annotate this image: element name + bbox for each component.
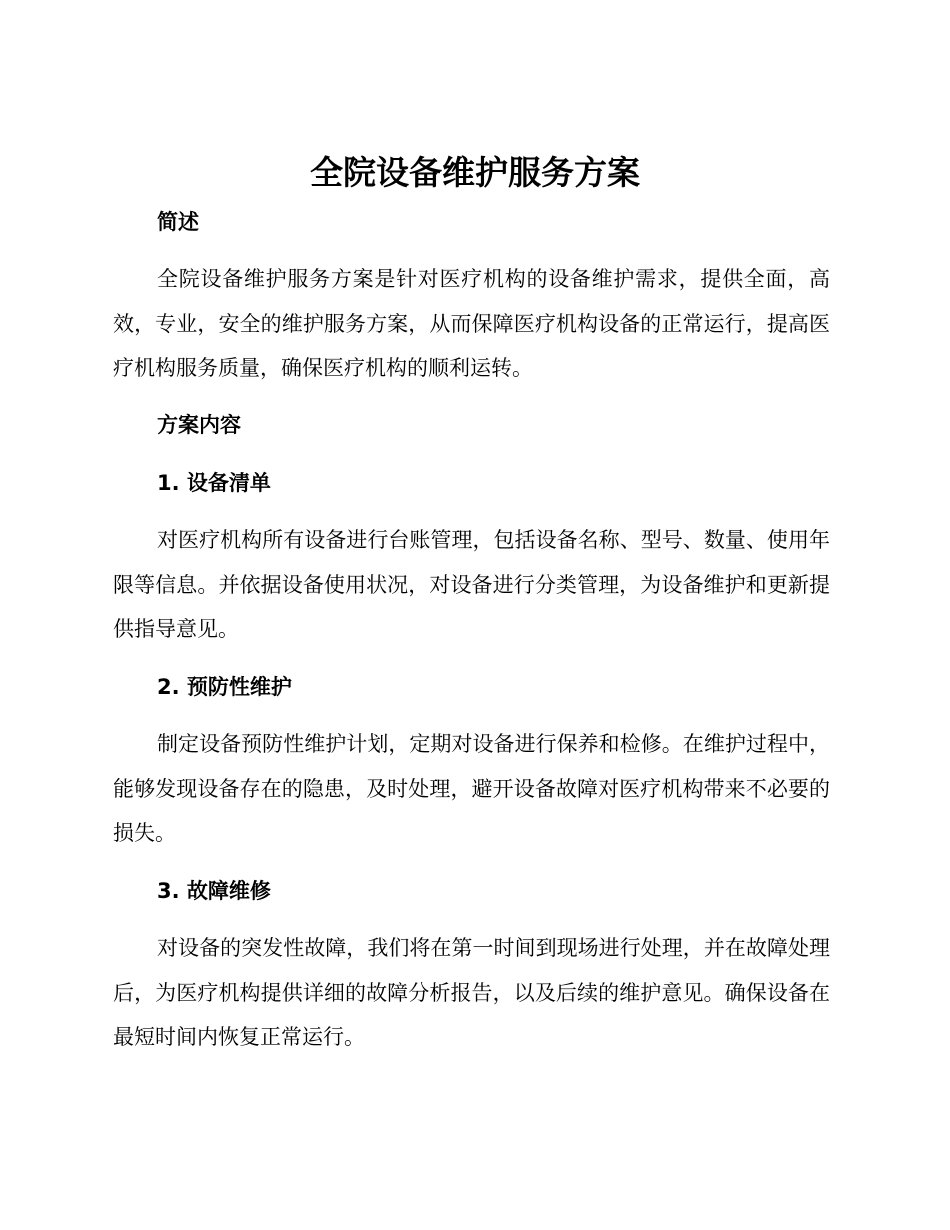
section-paragraph-fault-repair: 对设备的突发性故障，我们将在第一时间到现场进行处理，并在故障处理后，为医疗机构提供详细的故障分析报告，以及后续的维护意见。确保设备在最短时间内恢复正常运行。 <box>113 936 830 1049</box>
section-paragraph-equipment-list: 对医疗机构所有设备进行台账管理，包括设备名称、型号、数量、使用年限等信息。并依据设备使用状况，对设备进行分类管理，为设备维护和更新提供指导意见。 <box>113 528 830 641</box>
section-heading-overview: 简述 <box>157 210 199 234</box>
section-heading-equipment-list: 1. 设备清单 <box>157 471 271 495</box>
section-paragraph-preventive-maintenance: 制定设备预防性维护计划，定期对设备进行保养和检修。在维护过程中，能够发现设备存在的隐患，及时处理，避开设备故障对医疗机构带来不必要的损失。 <box>113 732 830 845</box>
section-heading-plan-content: 方案内容 <box>157 413 241 437</box>
document-title: 全院设备维护服务方案 <box>310 153 640 192</box>
section-heading-fault-repair: 3. 故障维修 <box>157 879 271 903</box>
section-paragraph-overview: 全院设备维护服务方案是针对医疗机构的设备维护需求，提供全面，高效，专业，安全的维护服务方案，从而保障医疗机构设备的正常运行，提高医疗机构服务质量，确保医疗机构的顺利运转。 <box>113 267 830 380</box>
section-heading-preventive-maintenance: 2. 预防性维护 <box>157 675 292 699</box>
